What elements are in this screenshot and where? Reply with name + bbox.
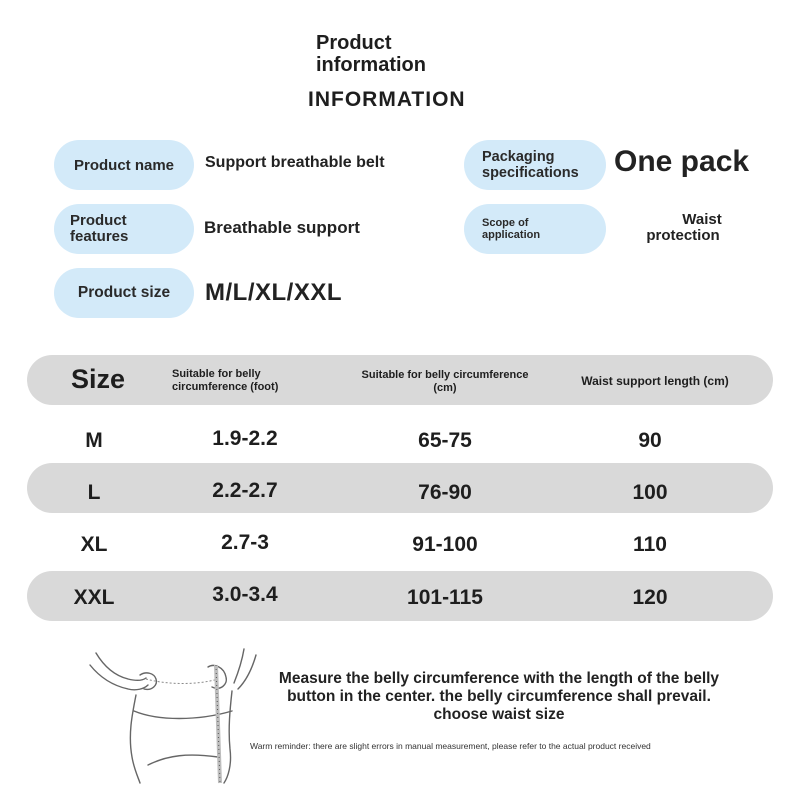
row-xl-cm: 91-100 — [412, 533, 478, 556]
row-xxl-size: XXL — [73, 586, 115, 609]
measuring-illustration — [88, 645, 258, 785]
scope-value-line1: Waist — [682, 211, 722, 228]
page-subtitle: INFORMATION — [308, 88, 466, 111]
row-m-cm: 65-75 — [418, 429, 472, 452]
product-size-label-text: Product size — [77, 284, 171, 301]
product-features-label — [54, 204, 194, 254]
product-features-value: Breathable support — [204, 218, 360, 237]
page-title-line1: Product — [316, 32, 392, 54]
packaging-value: One pack — [614, 145, 750, 178]
right-arm-lower — [238, 655, 256, 689]
scope-value — [628, 212, 738, 244]
row-xxl-cm: 101-115 — [407, 586, 483, 609]
table-header-belly-cm — [340, 369, 550, 395]
leg-line — [148, 755, 218, 765]
row-m-length: 90 — [638, 429, 662, 452]
product-features-label-line2: features — [70, 228, 129, 245]
right-arm-outline — [234, 649, 244, 683]
row-m-foot: 1.9-2.2 — [212, 427, 278, 450]
scope-label — [464, 204, 606, 254]
row-xl-length: 110 — [633, 533, 667, 556]
row-l-foot: 2.2-2.7 — [212, 479, 278, 502]
product-size-value: M/L/XL/XXL — [205, 279, 342, 306]
table-header-belly-foot — [172, 368, 278, 394]
page-title — [316, 32, 486, 76]
left-body-outline — [130, 695, 140, 783]
table-header-size: Size — [70, 364, 126, 394]
left-arm-outline — [96, 653, 146, 680]
row-l-size: L — [87, 481, 101, 504]
packaging-label — [464, 140, 606, 190]
row-l-length: 100 — [632, 481, 668, 504]
measurement-note: Measure the belly circumference with the length of the belly button in the center. the belly circumference shall prevail. choose waist size — [278, 670, 720, 723]
row-m-size: M — [85, 429, 103, 452]
row-l-cm: 76-90 — [418, 481, 472, 504]
product-features-label-line1: Product — [70, 212, 127, 229]
scope-label-line1: Scope of — [482, 217, 529, 229]
table-header-belly-cm-line1: Suitable for belly circumference — [361, 369, 529, 381]
product-size-label — [54, 268, 194, 318]
row-xl-size: XL — [80, 533, 108, 556]
packaging-label-line1: Packaging — [482, 149, 555, 165]
row-xl-foot: 2.7-3 — [221, 531, 269, 554]
left-arm-lower — [90, 665, 148, 690]
scope-label-line2: application — [482, 229, 541, 241]
product-name-label — [54, 140, 194, 190]
table-header-belly-cm-line2: (cm) — [433, 382, 457, 394]
right-body-outline — [224, 691, 232, 783]
table-header-belly-foot-line2: circumference (foot) — [172, 381, 279, 393]
scope-value-line2: protection — [646, 227, 720, 244]
warm-reminder: Warm reminder: there are slight errors in manual measurement, please refer to the actual product received — [250, 741, 651, 751]
product-name-label-text: Product name — [73, 156, 175, 174]
row-xxl-length: 120 — [632, 586, 668, 609]
table-header-length: Waist support length (cm) — [581, 374, 729, 388]
table-header-belly-foot-line1: Suitable for belly — [172, 368, 261, 380]
packaging-label-line2: specifications — [482, 165, 579, 181]
page-title-line2: information — [316, 54, 426, 76]
product-name-value: Support breathable belt — [205, 154, 385, 171]
row-xxl-foot: 3.0-3.4 — [212, 583, 278, 606]
